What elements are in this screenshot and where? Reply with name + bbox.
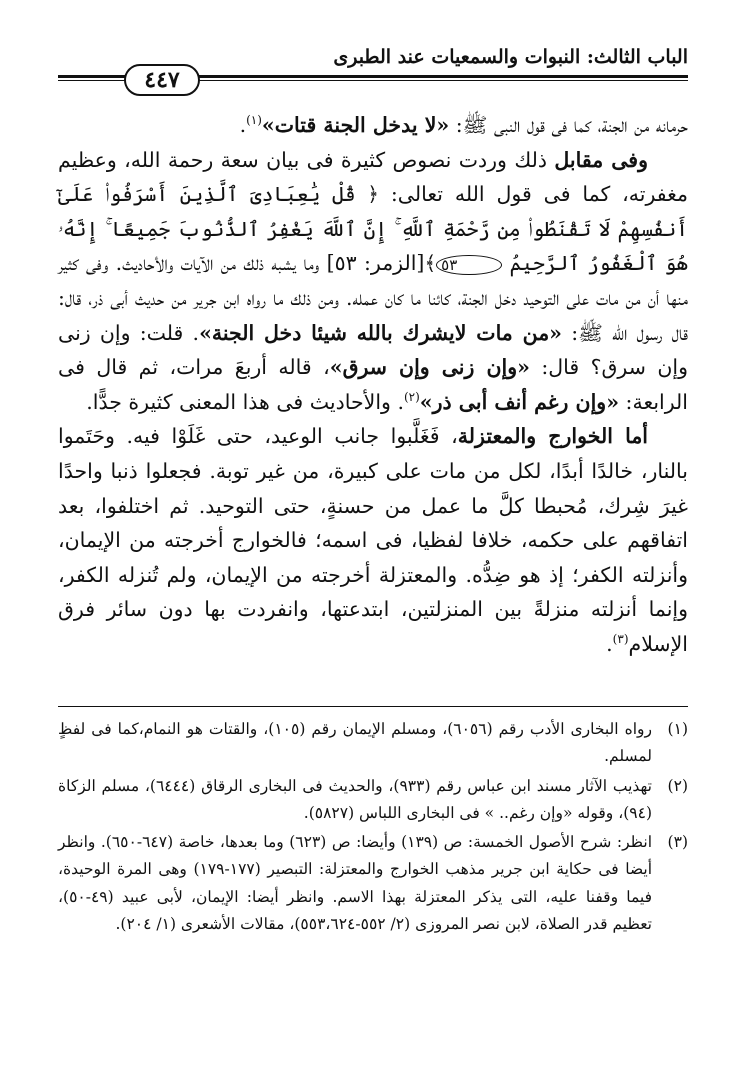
text-span: وما يشبه ذلك من الآيات والأحاديث. وفى كثير منها أن من مات على التوحيد دخل الجنة، كائنا ما كان عمله. ومن ذلك ما رواه ابن جرير من حديث أبى ذر، قال: قال رسول الله ﷺ:: [58, 251, 689, 345]
page-number: ٤٤٧: [124, 64, 200, 96]
lead-in: وفى مقابل: [554, 147, 648, 172]
text-span: . قلت: وإن زنى وإن سرق؟ قال:: [58, 320, 688, 380]
footnote-text: رواه البخارى الأدب رقم (٦٠٥٦)، ومسلم الإيمان رقم (١٠٥)، والقتات هو النمام،كما فى لفظٍ لمسلم.: [58, 720, 653, 766]
lead-in: أما الخوارج والمعتزلة: [457, 424, 648, 449]
text-span: حرمانه من الجنة، كما فى قول النبى ﷺ:: [449, 113, 688, 137]
text-span: .: [239, 113, 247, 137]
footnote-ref-3[interactable]: (٣): [612, 632, 629, 647]
running-title: الباب الثالث: النبوات والسمعيات عند الطبرى: [333, 46, 688, 68]
paragraph-3: [58, 419, 688, 661]
footnote-2: [58, 773, 688, 828]
footnote-separator: [58, 706, 688, 707]
footnote-1: [58, 716, 688, 771]
ayah-number-mark: ٥٣: [436, 255, 502, 275]
quran-bracket: ﴾: [424, 251, 437, 276]
footnotes: [58, 716, 688, 940]
quran-verse: ﴿ قُلْ يَٰعِبَادِىَ ٱلَّذِينَ أَسْرَفُوا۟ عَلَىٰٓ أَنفُسِهِمْ لَا تَقْنَطُوا۟ مِن رَّحْمَةِ ٱللَّهِ ۚ إِنَّ ٱللَّهَ يَغْفِرُ ٱلذُّنُوبَ جَمِيعًا ۚ إِنَّهُۥ هُوَ ٱلْغَفُورُ ٱلرَّحِيمُ: [58, 182, 689, 276]
text-span: ، فَغَلَّبوا جانب الوعيد، حتى غَلَوْا فيه. وحَتَموا بالنار، خالدًا أبدًا، لكل من مات على كبيرة، من غير توبة. فجعلوا ذنبا واحدًا غيرَ شِرك، مُحبطا كلَّ ما عمل من حسنةٍ، حتى التوحيد. ثم اختلفوا، بعد اتفاقهم على حكمه، خلافا لفظيا، فى اسمه؛ فالخوارج أخرجته من الإيمان، وأنزلته الكفر؛ إذ هو ضِدُّه. والمعتزلة أخرجته من الإيمان، ولم تُنزله الكفر، وإنما أنزلته منزلةً بين المنزلتين، ابتدعتها، وانفردت بها دون سائر فرق الإسلام: [58, 424, 688, 656]
text-span: .: [606, 631, 613, 656]
hadith-quote: «وإن زنى وإن سرق»: [329, 355, 530, 380]
footnote-text: انظر: شرح الأصول الخمسة: ص (١٣٩) وأيضا: ص (٦٢٣) وما بعدها، خاصة (٦٤٧-٦٥٠). وانظر أيضا فى حكاية ابن جرير مذهب الخوارج والمعتزلة: التبصير (١٧٧-١٧٩) وهى المرة الوحيدة، فيما وقفنا عليه، التى يذكر المعتزلة بهذا الاسم. وانظر أيضا: الإيمان، لأبى عبيد (٤٩-٥٠)، تعظيم قدر الصلاة، لابن نصر المروزى (٢/ ٥٥٢-٥٥٣،٦٢٤)، مقالات الأشعرى (١/ ٢٠٤).: [58, 833, 653, 934]
verse-reference: [الزمر: ٥٣]: [326, 251, 425, 276]
footnote-number: (٢): [667, 776, 688, 795]
footnote-text: تهذيب الآثار مسند ابن عباس رقم (٩٣٣)، والحديث فى البخارى الرقاق (٦٤٤٤)، مسلم الزكاة (٩٤)، وقوله «وإن رغم.. » فى البخارى اللباس (٥٨٢٧).: [58, 776, 652, 822]
footnote-number: (٣): [667, 833, 688, 852]
footnote-number: (١): [667, 720, 688, 738]
paragraph-1: [58, 108, 688, 143]
footnote-ref-2[interactable]: (٢): [403, 389, 420, 404]
text-span: ذلك وردت نصوص كثيرة فى بيان سعة رحمة الله، وعظيم مغفرته، كما فى قول الله تعالى:: [58, 147, 688, 207]
text-span: . والأحاديث فى هذا المعنى كثيرة جدًّا.: [86, 389, 404, 414]
hadith-quote: «وإن رغم أنف أبى ذر»: [419, 389, 620, 414]
hadith-quote: «من مات لايشرك بالله شيئا دخل الجنة»: [199, 320, 562, 345]
paragraph-2: [58, 143, 688, 420]
text-span: ، قاله أربعَ مرات، ثم قال فى الرابعة:: [58, 355, 688, 414]
main-text: [58, 108, 688, 662]
footnote-3: [58, 829, 688, 938]
footnote-ref-1[interactable]: (١): [246, 113, 262, 128]
hadith-quote: «لا يدخل الجنة قتات»: [261, 113, 450, 137]
